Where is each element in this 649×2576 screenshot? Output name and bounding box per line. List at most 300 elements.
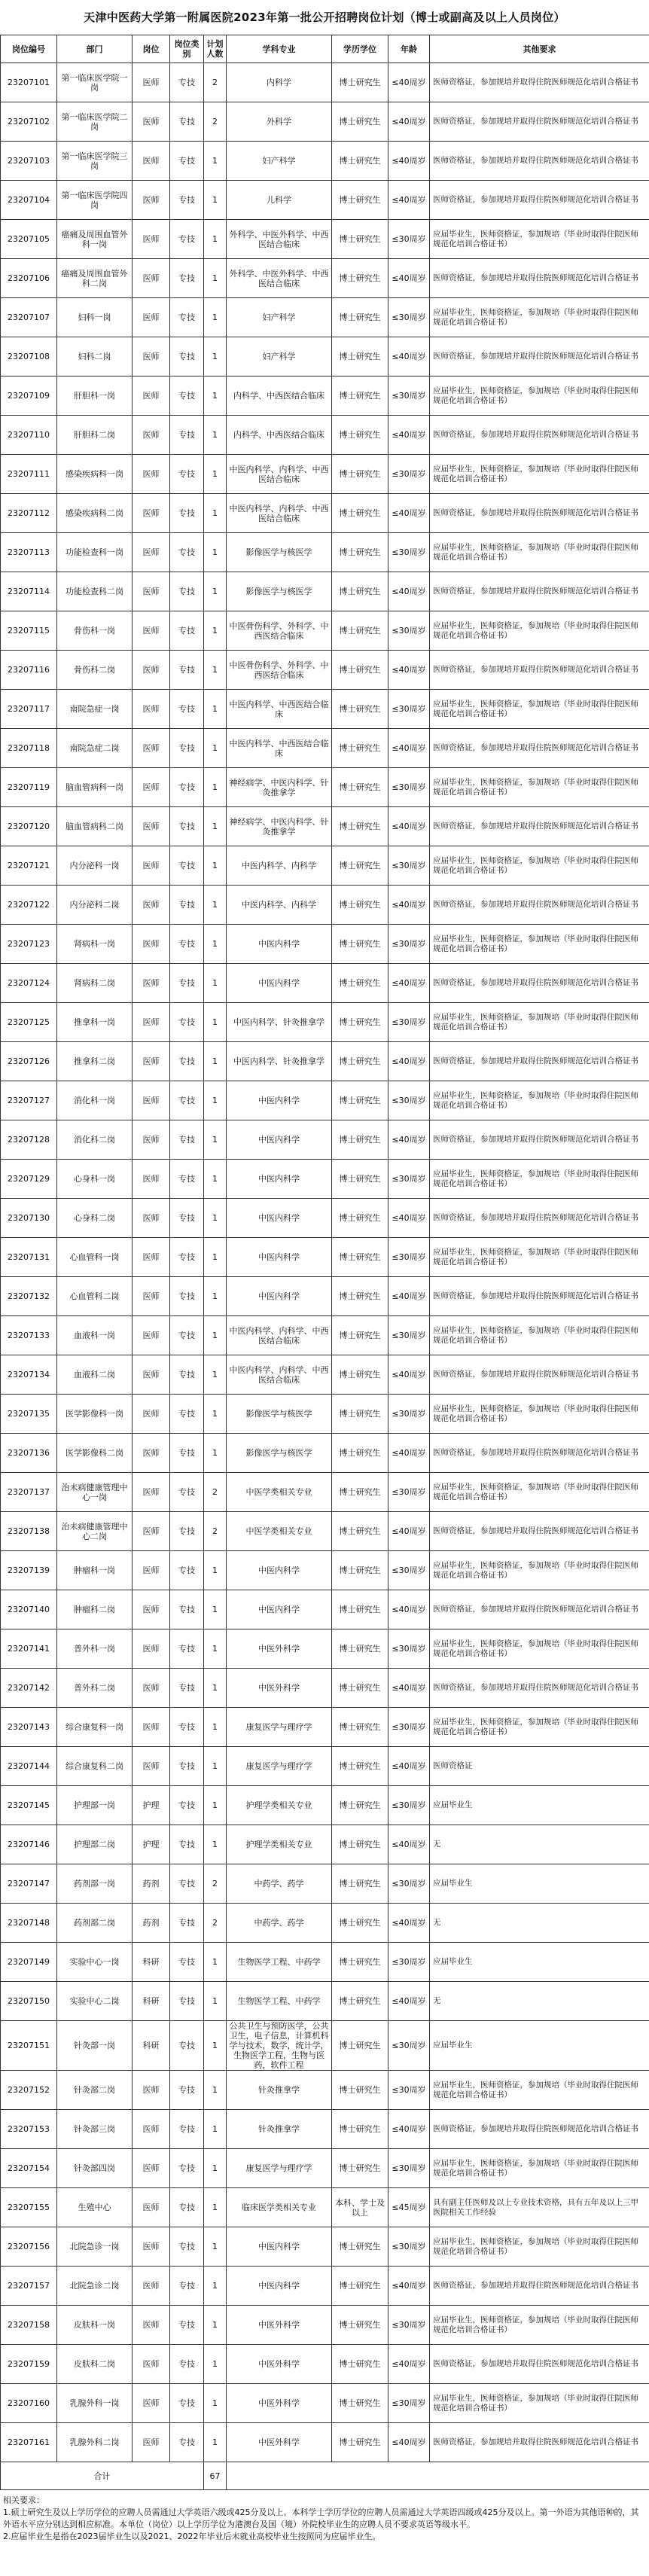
cell-post-type: 专技: [170, 572, 204, 611]
cell-degree: 博士研究生: [332, 1473, 388, 1512]
note-line: 2.应届毕业生是指在2023届毕业生以及2021、2022年毕业后未就业高校毕业生按照同为应届毕业生。: [3, 2532, 381, 2541]
cell-post-type: 专技: [170, 416, 204, 455]
cell-other-req: 应届毕业生，医师资格证，参加规培（毕业时取得住院医师规范化培训合格证书）: [430, 1003, 649, 1042]
cell-department: 针灸部一岗: [57, 2021, 133, 2071]
cell-post-type: 专技: [170, 1120, 204, 1160]
cell-age: ≤30周岁: [388, 925, 430, 964]
cell-age: ≤40周岁: [388, 63, 430, 102]
header-post-id: 岗位编号: [1, 35, 57, 63]
cell-post-type: 专技: [170, 2384, 204, 2423]
cell-post-type: 专技: [170, 1825, 204, 1864]
cell-other-req: 应届毕业生，医师资格证，参加规培（毕业时取得住院医师规范化培训合格证书）: [430, 533, 649, 572]
cell-major: 儿科学: [227, 181, 332, 220]
cell-major: 康复医学与理疗学: [227, 1747, 332, 1786]
cell-post: 医师: [133, 1551, 170, 1590]
table-row: [1, 1551, 649, 1590]
cell-other-req: 医师资格证，参加规培并取得住院医师规范化培训合格证书: [430, 1199, 649, 1238]
cell-department: 血液科二岗: [57, 1355, 133, 1395]
cell-post: 医师: [133, 572, 170, 611]
cell-post: 护理: [133, 1825, 170, 1864]
cell-post-id: 23207143: [1, 1708, 57, 1747]
cell-post-id: 23207138: [1, 1512, 57, 1551]
cell-post-id: 23207141: [1, 1629, 57, 1669]
cell-age: ≤30周岁: [388, 768, 430, 807]
cell-other-req: 医师资格证，参加规培并取得住院医师规范化培训合格证书: [430, 2110, 649, 2149]
cell-degree: 博士研究生: [332, 1160, 388, 1199]
cell-post: 医师: [133, 494, 170, 533]
cell-post-id: 23207126: [1, 1042, 57, 1081]
cell-other-req: 医师资格证，参加规培并取得住院医师规范化培训合格证书: [430, 807, 649, 846]
cell-degree: 博士研究生: [332, 1042, 388, 1081]
cell-other-req: 应届毕业生，医师资格证，参加规培（毕业时取得住院医师规范化培训合格证书）: [430, 1238, 649, 1277]
table-row: [1, 2149, 649, 2188]
cell-major: 生物医学工程、中药学: [227, 1982, 332, 2021]
cell-post-id: 23207113: [1, 533, 57, 572]
cell-post-type: 专技: [170, 1199, 204, 1238]
cell-degree: 博士研究生: [332, 2306, 388, 2345]
cell-post: 医师: [133, 1395, 170, 1434]
cell-degree: 博士研究生: [332, 690, 388, 729]
cell-other-req: 医师资格证，参加规培并取得住院医师规范化培训合格证书: [430, 2423, 649, 2462]
cell-plan-count: 1: [204, 181, 227, 220]
cell-plan-count: 1: [204, 1003, 227, 1042]
cell-plan-count: 1: [204, 1120, 227, 1160]
cell-degree: 博士研究生: [332, 337, 388, 376]
cell-plan-count: 1: [204, 1316, 227, 1355]
header-department: 部门: [57, 35, 133, 63]
cell-department: 治未病健康管理中心一岗: [57, 1473, 133, 1512]
cell-post-type: 专技: [170, 1238, 204, 1277]
cell-post: 医师: [133, 1042, 170, 1081]
cell-major: 中医内科学: [227, 925, 332, 964]
cell-other-req: 医师资格证，参加规培并取得住院医师规范化培训合格证书: [430, 886, 649, 925]
cell-department: 南院急症二岗: [57, 729, 133, 768]
cell-plan-count: 1: [204, 1434, 227, 1473]
cell-major: 中医内科学: [227, 1199, 332, 1238]
cell-post-id: 23207116: [1, 651, 57, 690]
cell-major: 护理学类相关专业: [227, 1825, 332, 1864]
cell-post-type: 专技: [170, 1160, 204, 1199]
cell-plan-count: 1: [204, 1669, 227, 1708]
cell-department: 肾病科二岗: [57, 964, 133, 1003]
cell-department: 医学影像科二岗: [57, 1434, 133, 1473]
cell-other-req: 医师资格证，参加规培并取得住院医师规范化培训合格证书: [430, 651, 649, 690]
cell-plan-count: 1: [204, 729, 227, 768]
total-row: [1, 2462, 649, 2490]
cell-department: 药剂部二岗: [57, 1904, 133, 1943]
cell-degree: 博士研究生: [332, 181, 388, 220]
cell-post-id: 23207155: [1, 2188, 57, 2227]
cell-post: 医师: [133, 337, 170, 376]
cell-age: ≤30周岁: [388, 220, 430, 259]
cell-other-req: 应届毕业生，医师资格证，参加规培（毕业时取得住院医师规范化培训合格证书）: [430, 1081, 649, 1120]
cell-plan-count: 1: [204, 1708, 227, 1747]
cell-post: 医师: [133, 2306, 170, 2345]
cell-major: 中医学类相关专业: [227, 1512, 332, 1551]
cell-degree: 博士研究生: [332, 2110, 388, 2149]
cell-age: ≤30周岁: [388, 2149, 430, 2188]
cell-plan-count: 1: [204, 2149, 227, 2188]
table-row: [1, 455, 649, 494]
cell-department: 功能检查科一岗: [57, 533, 133, 572]
cell-major: 中医内科学、内科学: [227, 846, 332, 886]
cell-post-type: 专技: [170, 651, 204, 690]
table-row: [1, 768, 649, 807]
cell-post: 医师: [133, 1120, 170, 1160]
cell-plan-count: 2: [204, 63, 227, 102]
cell-post: 医师: [133, 298, 170, 337]
cell-post: 医师: [133, 2188, 170, 2227]
cell-age: ≤30周岁: [388, 298, 430, 337]
cell-age: ≤30周岁: [388, 1943, 430, 1982]
cell-other-req: 无: [430, 1904, 649, 1943]
cell-post-id: 23207112: [1, 494, 57, 533]
table-row: [1, 1864, 649, 1904]
cell-degree: 博士研究生: [332, 2423, 388, 2462]
cell-degree: 博士研究生: [332, 1355, 388, 1395]
cell-major: 中医内科学、内科学、中西医结合临床: [227, 455, 332, 494]
cell-age: ≤40周岁: [388, 1669, 430, 1708]
notes-section: [0, 2490, 649, 2543]
cell-post-id: 23207157: [1, 2267, 57, 2306]
cell-post-type: 专技: [170, 1395, 204, 1434]
cell-degree: 博士研究生: [332, 1434, 388, 1473]
cell-post-type: 专技: [170, 1512, 204, 1551]
cell-post-type: 专技: [170, 1316, 204, 1355]
cell-major: 神经病学、中医内科学、针灸推拿学: [227, 807, 332, 846]
cell-age: ≤45周岁: [388, 2188, 430, 2227]
table-row: [1, 494, 649, 533]
cell-post-id: 23207159: [1, 2345, 57, 2384]
cell-degree: 博士研究生: [332, 1786, 388, 1825]
cell-department: 护理部二岗: [57, 1825, 133, 1864]
cell-other-req: 应届毕业生，医师资格证，参加规培（毕业时取得住院医师规范化培训合格证书）: [430, 768, 649, 807]
total-label: 合计: [1, 2462, 204, 2490]
cell-plan-count: 2: [204, 1904, 227, 1943]
cell-department: 护理部一岗: [57, 1786, 133, 1825]
cell-degree: 博士研究生: [332, 1669, 388, 1708]
cell-post: 医师: [133, 533, 170, 572]
cell-major: 中医外科学: [227, 2423, 332, 2462]
cell-plan-count: 1: [204, 1982, 227, 2021]
cell-plan-count: 2: [204, 1864, 227, 1904]
cell-other-req: 应届毕业生，医师资格证，参加规培（毕业时取得住院医师规范化培训合格证书）: [430, 1316, 649, 1355]
cell-age: ≤40周岁: [388, 1199, 430, 1238]
cell-plan-count: 1: [204, 494, 227, 533]
cell-post-id: 23207139: [1, 1551, 57, 1590]
cell-post-type: 专技: [170, 220, 204, 259]
cell-degree: 博士研究生: [332, 807, 388, 846]
cell-post-type: 专技: [170, 886, 204, 925]
table-row: [1, 416, 649, 455]
cell-post-id: 23207128: [1, 1120, 57, 1160]
cell-age: ≤30周岁: [388, 690, 430, 729]
cell-other-req: 应届毕业生，医师资格证，参加规培（毕业时取得住院医师规范化培训合格证书）: [430, 611, 649, 651]
cell-department: 乳腺外科一岗: [57, 2384, 133, 2423]
cell-other-req: 应届毕业生，医师资格证，参加规培（毕业时取得住院医师规范化培训合格证书）: [430, 1160, 649, 1199]
cell-post-type: 专技: [170, 729, 204, 768]
cell-department: 心血管科二岗: [57, 1277, 133, 1316]
cell-age: ≤30周岁: [388, 2227, 430, 2267]
cell-post: 医师: [133, 142, 170, 181]
note-line: 相关要求：: [3, 2495, 44, 2505]
cell-plan-count: 1: [204, 2071, 227, 2110]
cell-post-type: 专技: [170, 768, 204, 807]
cell-age: ≤30周岁: [388, 1316, 430, 1355]
cell-degree: 博士研究生: [332, 1629, 388, 1669]
cell-post-id: 23207149: [1, 1943, 57, 1982]
cell-age: ≤30周岁: [388, 1786, 430, 1825]
cell-degree: 博士研究生: [332, 1120, 388, 1160]
table-row: [1, 2345, 649, 2384]
table-row: [1, 846, 649, 886]
cell-plan-count: 1: [204, 964, 227, 1003]
cell-post-id: 23207142: [1, 1669, 57, 1708]
cell-plan-count: 1: [204, 611, 227, 651]
recruitment-table: [0, 35, 649, 2490]
cell-post-type: 专技: [170, 2110, 204, 2149]
cell-plan-count: 1: [204, 1786, 227, 1825]
cell-post-type: 专技: [170, 2267, 204, 2306]
cell-major: 中医外科学: [227, 2384, 332, 2423]
cell-degree: 博士研究生: [332, 2345, 388, 2384]
cell-other-req: 医师资格证，参加规培并取得住院医师规范化培训合格证书: [430, 142, 649, 181]
cell-plan-count: 1: [204, 886, 227, 925]
cell-age: ≤30周岁: [388, 533, 430, 572]
cell-post-type: 专技: [170, 142, 204, 181]
cell-age: ≤40周岁: [388, 1825, 430, 1864]
cell-plan-count: 1: [204, 2423, 227, 2462]
cell-other-req: 应届毕业生: [430, 1786, 649, 1825]
cell-major: 生物医学工程、中药学: [227, 1943, 332, 1982]
cell-post: 医师: [133, 1708, 170, 1747]
cell-age: ≤40周岁: [388, 1277, 430, 1316]
table-row: [1, 1395, 649, 1434]
cell-post: 医师: [133, 63, 170, 102]
cell-major: 中医内科学: [227, 964, 332, 1003]
cell-major: 影像医学与核医学: [227, 572, 332, 611]
cell-post-id: 23207109: [1, 376, 57, 416]
cell-post-id: 23207120: [1, 807, 57, 846]
cell-post-id: 23207127: [1, 1081, 57, 1120]
cell-degree: 博士研究生: [332, 298, 388, 337]
cell-department: 感染疾病科一岗: [57, 455, 133, 494]
cell-department: 普外科二岗: [57, 1669, 133, 1708]
cell-other-req: 医师资格证，参加规培并取得住院医师规范化培训合格证书: [430, 1590, 649, 1629]
cell-post-id: 23207101: [1, 63, 57, 102]
cell-post-id: 23207134: [1, 1355, 57, 1395]
cell-department: 第一临床医学院四岗: [57, 181, 133, 220]
cell-post: 医师: [133, 1669, 170, 1708]
cell-post: 医师: [133, 455, 170, 494]
table-row: [1, 376, 649, 416]
cell-department: 针灸部二岗: [57, 2071, 133, 2110]
cell-post-type: 专技: [170, 2071, 204, 2110]
cell-department: 消化科二岗: [57, 1120, 133, 1160]
cell-other-req: 应届毕业生，医师资格证，参加规培（毕业时取得住院医师规范化培训合格证书）: [430, 1395, 649, 1434]
cell-other-req: 医师资格证，参加规培并取得住院医师规范化培训合格证书: [430, 964, 649, 1003]
cell-department: 推拿科二岗: [57, 1042, 133, 1081]
cell-post-id: 23207156: [1, 2227, 57, 2267]
table-row: [1, 925, 649, 964]
cell-other-req: 医师资格证，参加规培并取得住院医师规范化培训合格证书: [430, 63, 649, 102]
cell-plan-count: 1: [204, 337, 227, 376]
cell-major: 内科学、中西医结合临床: [227, 376, 332, 416]
cell-major: 中医内科学: [227, 1238, 332, 1277]
cell-department: 北院急诊一岗: [57, 2227, 133, 2267]
cell-department: 脑血管病科一岗: [57, 768, 133, 807]
cell-department: 癌痛及周围血管外科一岗: [57, 220, 133, 259]
table-row: [1, 1473, 649, 1512]
header-post: 岗位: [133, 35, 170, 63]
cell-post-type: 专技: [170, 1355, 204, 1395]
cell-plan-count: 1: [204, 455, 227, 494]
cell-post-type: 专技: [170, 1042, 204, 1081]
cell-age: ≤30周岁: [388, 1238, 430, 1277]
cell-post-id: 23207144: [1, 1747, 57, 1786]
table-row: [1, 2110, 649, 2149]
cell-post: 药剂: [133, 1904, 170, 1943]
cell-major: 中药学、药学: [227, 1904, 332, 1943]
cell-age: ≤30周岁: [388, 1473, 430, 1512]
cell-age: ≤30周岁: [388, 1003, 430, 1042]
table-row: [1, 729, 649, 768]
cell-major: 妇产科学: [227, 337, 332, 376]
cell-post: 医师: [133, 1512, 170, 1551]
cell-age: ≤30周岁: [388, 1160, 430, 1199]
cell-department: 骨伤科二岗: [57, 651, 133, 690]
cell-post-type: 专技: [170, 1277, 204, 1316]
cell-post: 医师: [133, 1277, 170, 1316]
cell-department: 治未病健康管理中心二岗: [57, 1512, 133, 1551]
header-plan-count: 计划人数: [204, 35, 227, 63]
cell-department: 肿瘤科一岗: [57, 1551, 133, 1590]
cell-other-req: 具有副主任医师及以上专业技术资格，具有五年及以上三甲医院相关工作经验: [430, 2188, 649, 2227]
cell-other-req: 医师资格证，参加规培并取得住院医师规范化培训合格证书: [430, 416, 649, 455]
cell-degree: 博士研究生: [332, 455, 388, 494]
cell-post: 医师: [133, 376, 170, 416]
header-major: 学科专业: [227, 35, 332, 63]
cell-age: ≤30周岁: [388, 2021, 430, 2071]
cell-plan-count: 1: [204, 768, 227, 807]
cell-other-req: 应届毕业生: [430, 1864, 649, 1904]
cell-post-type: 专技: [170, 846, 204, 886]
cell-post-id: 23207117: [1, 690, 57, 729]
cell-plan-count: 1: [204, 142, 227, 181]
cell-age: ≤30周岁: [388, 455, 430, 494]
cell-post: 科研: [133, 1982, 170, 2021]
cell-post-type: 专技: [170, 1551, 204, 1590]
cell-department: 普外科一岗: [57, 1629, 133, 1669]
cell-department: 针灸部三岗: [57, 2110, 133, 2149]
cell-post-type: 专技: [170, 2423, 204, 2462]
cell-department: 心身科一岗: [57, 1160, 133, 1199]
cell-department: 内分泌科二岗: [57, 886, 133, 925]
cell-other-req: 应届毕业生，医师资格证，参加规培（毕业时取得住院医师规范化培训合格证书）: [430, 220, 649, 259]
cell-post-type: 专技: [170, 690, 204, 729]
cell-age: ≤40周岁: [388, 651, 430, 690]
cell-post: 医师: [133, 690, 170, 729]
cell-age: ≤40周岁: [388, 2345, 430, 2384]
cell-age: ≤40周岁: [388, 807, 430, 846]
cell-plan-count: 1: [204, 2345, 227, 2384]
cell-degree: 博士研究生: [332, 494, 388, 533]
cell-other-req: 无: [430, 1982, 649, 2021]
cell-post: 医师: [133, 846, 170, 886]
cell-post: 医师: [133, 729, 170, 768]
cell-degree: 博士研究生: [332, 768, 388, 807]
cell-degree: 博士研究生: [332, 533, 388, 572]
cell-department: 实验中心一岗: [57, 1943, 133, 1982]
cell-plan-count: 1: [204, 1747, 227, 1786]
header-post-type: 岗位类别: [170, 35, 204, 63]
table-row: [1, 964, 649, 1003]
cell-plan-count: 2: [204, 1473, 227, 1512]
cell-post-id: 23207107: [1, 298, 57, 337]
cell-age: ≤40周岁: [388, 259, 430, 298]
cell-plan-count: 1: [204, 2267, 227, 2306]
cell-plan-count: 1: [204, 376, 227, 416]
cell-post-type: 专技: [170, 1904, 204, 1943]
cell-other-req: 应届毕业生，医师资格证，参加规培（毕业时取得住院医师规范化培训合格证书）: [430, 1629, 649, 1669]
cell-post-type: 专技: [170, 1081, 204, 1120]
cell-post-id: 23207150: [1, 1982, 57, 2021]
cell-post: 医师: [133, 611, 170, 651]
cell-age: ≤40周岁: [388, 2267, 430, 2306]
total-value: 67: [204, 2462, 227, 2490]
cell-post-id: 23207160: [1, 2384, 57, 2423]
cell-other-req: 医师资格证，参加规培并取得住院医师规范化培训合格证书: [430, 1277, 649, 1316]
cell-department: 肾病科一岗: [57, 925, 133, 964]
cell-post: 医师: [133, 964, 170, 1003]
cell-post-type: 专技: [170, 337, 204, 376]
cell-post-type: 专技: [170, 1590, 204, 1629]
cell-plan-count: 2: [204, 1512, 227, 1551]
cell-degree: 博士研究生: [332, 1747, 388, 1786]
cell-post-id: 23207106: [1, 259, 57, 298]
cell-degree: 博士研究生: [332, 2267, 388, 2306]
cell-age: ≤40周岁: [388, 1434, 430, 1473]
cell-major: 内科学、中西医结合临床: [227, 416, 332, 455]
cell-post-type: 专技: [170, 1786, 204, 1825]
cell-degree: 博士研究生: [332, 1982, 388, 2021]
cell-degree: 博士研究生: [332, 729, 388, 768]
cell-other-req: 医师资格证，参加规培并取得住院医师规范化培训合格证书: [430, 181, 649, 220]
document-title: 天津中医药大学第一附属医院2023年第一批公开招聘岗位计划（博士或副高及以上人员岗位）: [84, 11, 565, 24]
table-row: [1, 1355, 649, 1395]
cell-age: ≤40周岁: [388, 2110, 430, 2149]
cell-other-req: 医师资格证: [430, 1747, 649, 1786]
cell-major: 康复医学与理疗学: [227, 2149, 332, 2188]
cell-post: 医师: [133, 1238, 170, 1277]
table-row: [1, 259, 649, 298]
cell-age: ≤40周岁: [388, 1747, 430, 1786]
cell-degree: 博士研究生: [332, 1590, 388, 1629]
cell-plan-count: 1: [204, 690, 227, 729]
cell-post: 医师: [133, 2345, 170, 2384]
table-row: [1, 1512, 649, 1551]
table-row: [1, 2306, 649, 2345]
cell-post: 医师: [133, 2149, 170, 2188]
cell-age: ≤30周岁: [388, 846, 430, 886]
cell-other-req: 应届毕业生，医师资格证，参加规培（毕业时取得住院医师规范化培训合格证书）: [430, 1551, 649, 1590]
cell-department: 综合康复科一岗: [57, 1708, 133, 1747]
header-age: 年龄: [388, 35, 430, 63]
cell-major: 中医内科学、中西医结合临床: [227, 729, 332, 768]
table-row: [1, 1786, 649, 1825]
cell-post: 医师: [133, 886, 170, 925]
cell-major: 中医内科学、针灸推拿学: [227, 1042, 332, 1081]
